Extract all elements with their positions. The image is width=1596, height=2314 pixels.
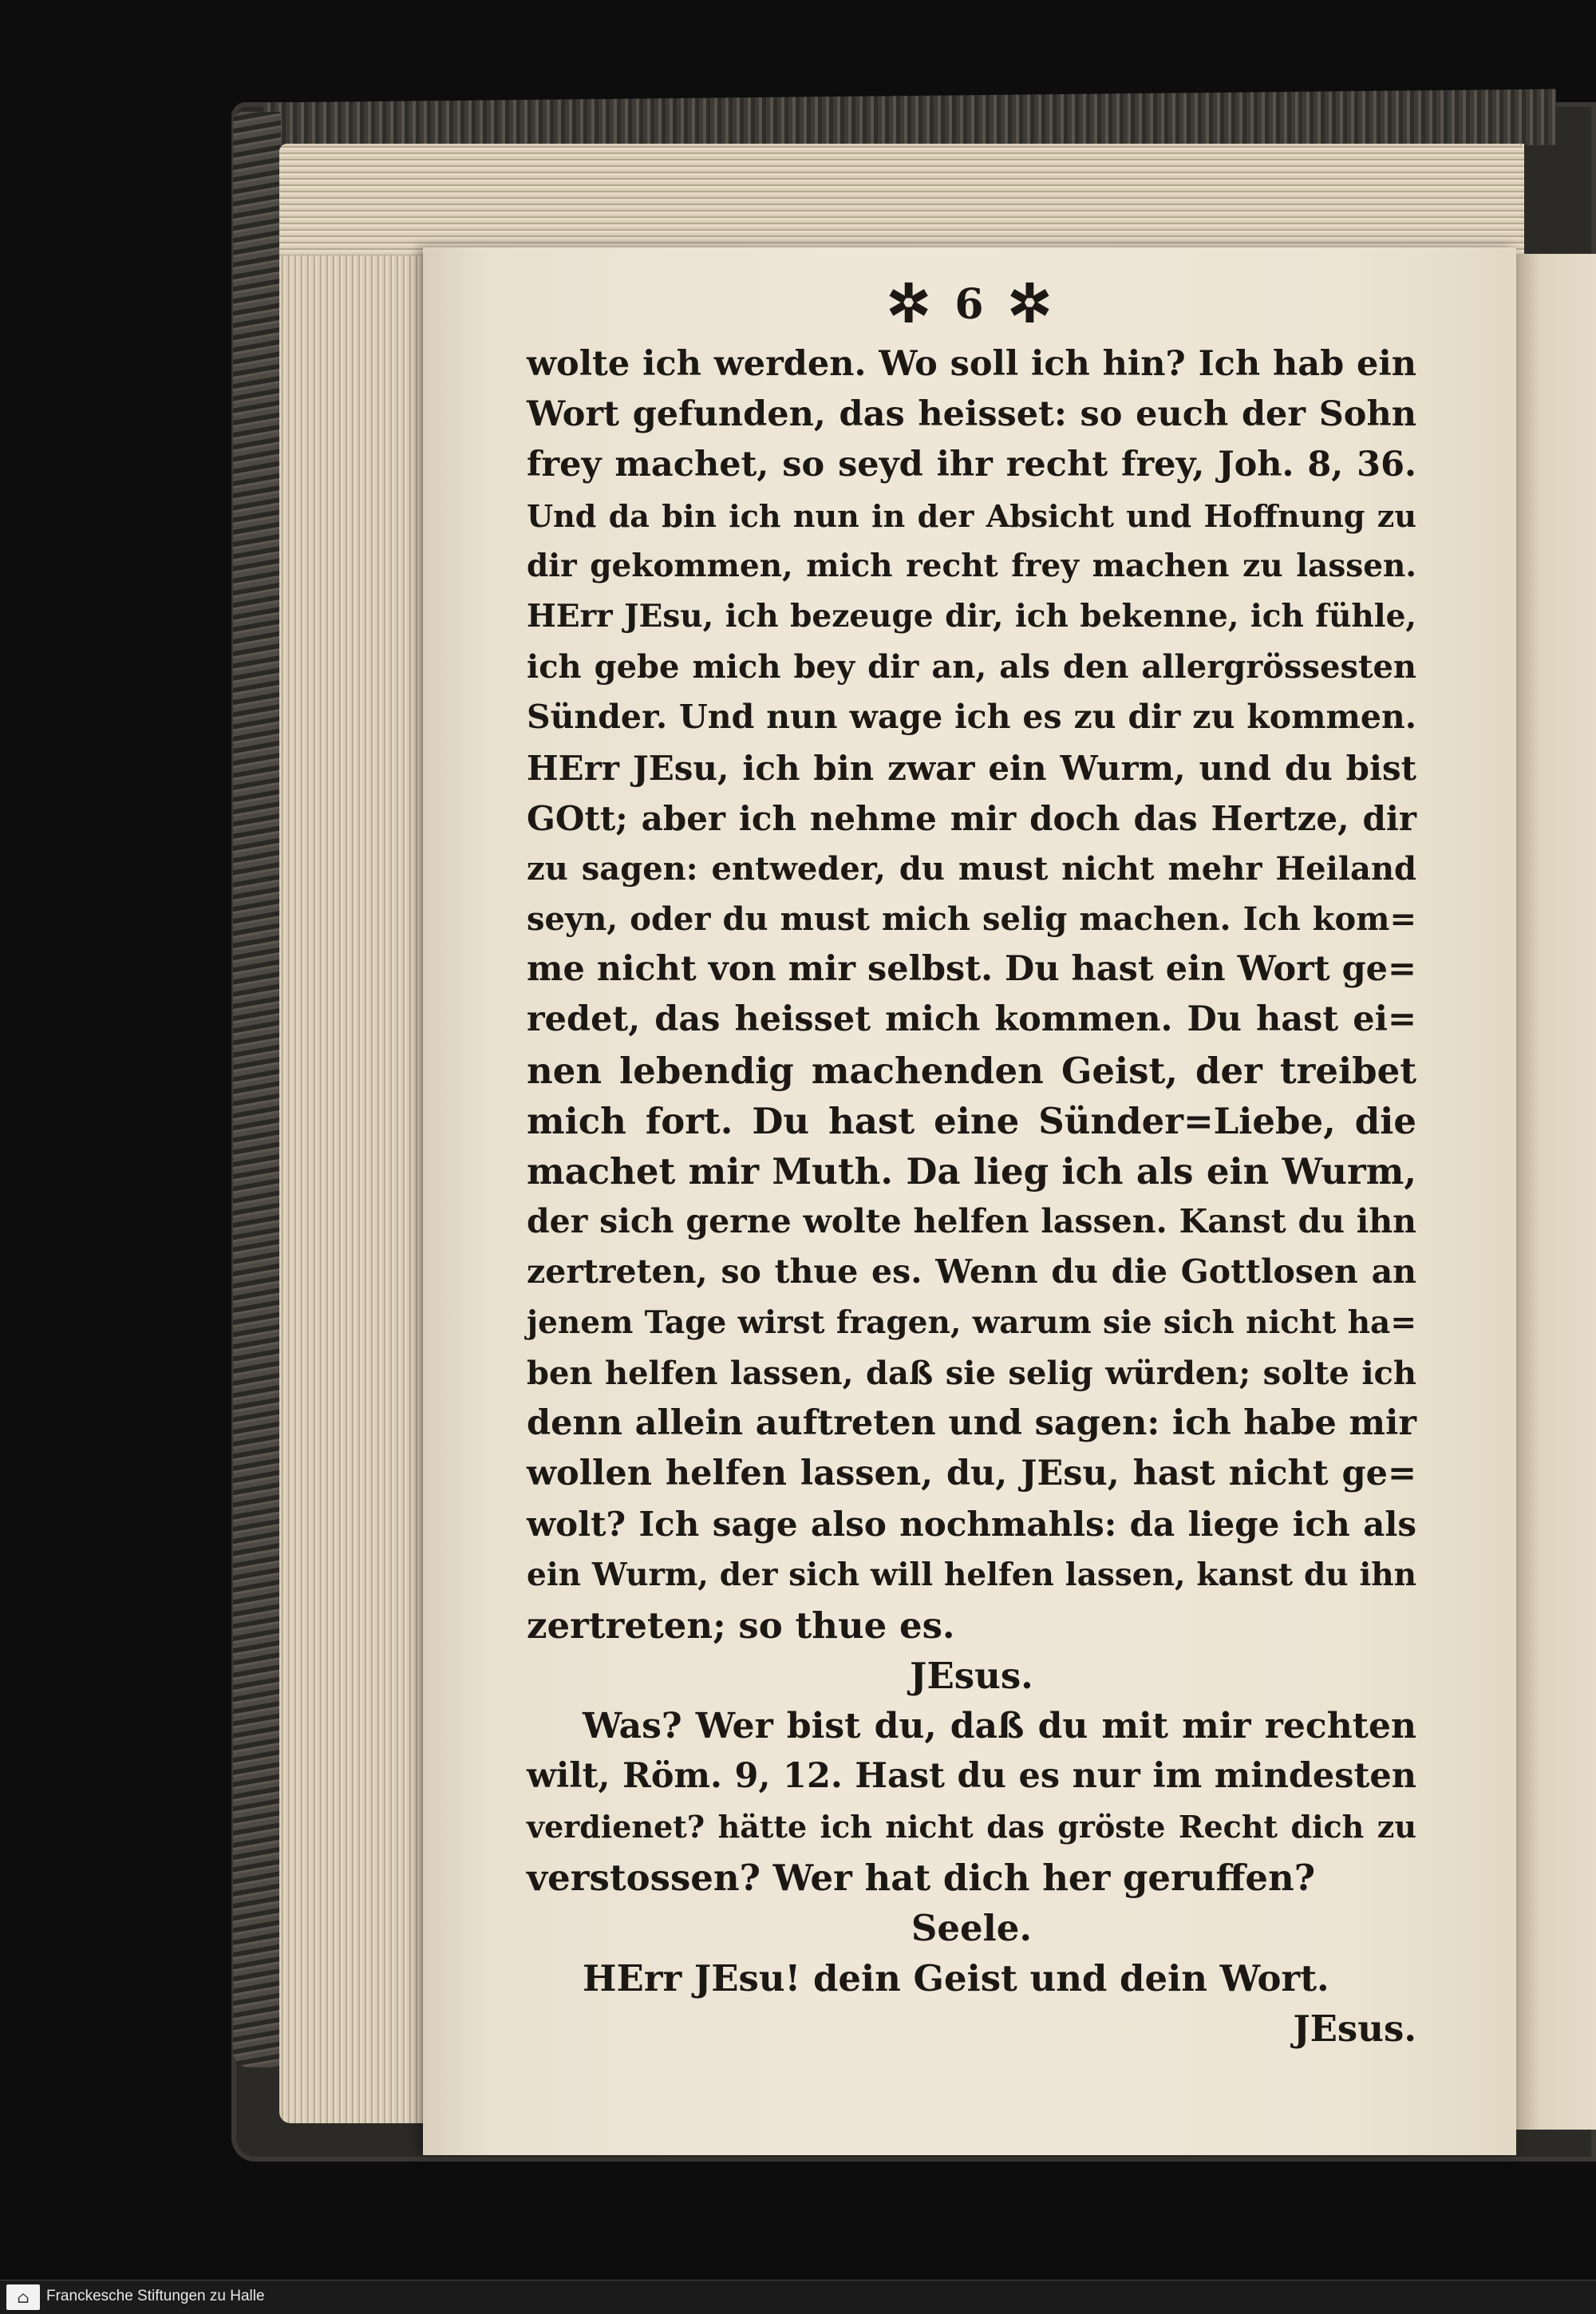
- star-ornament-icon: ✲: [886, 272, 936, 334]
- text-line: zertreten; so thue es.: [527, 1604, 955, 1647]
- page-number: 6: [954, 280, 989, 329]
- text-line: zu sagen: entweder, du must nicht mehr Heiland: [527, 849, 1416, 888]
- text-line: verdienet? hätte ich nicht das gröste Recht dich zu: [527, 1809, 1416, 1845]
- text-line: GOtt; aber ich nehme mir doch das Hertze, dir: [527, 798, 1416, 838]
- text-line: zertreten, so thue es. Wenn du die Gottlosen an: [527, 1252, 1416, 1291]
- facing-page: [1516, 254, 1596, 2130]
- text-line: machet mir Muth. Da lieg ich als ein Wurm,: [527, 1150, 1416, 1193]
- text-line: Wort gefunden, das heisset: so euch der Sohn: [527, 394, 1416, 435]
- star-ornament-icon: ✲: [1007, 272, 1057, 334]
- text-line: seyn, oder du must mich selig machen. Ich kom=: [527, 900, 1416, 939]
- text-line: der sich gerne wolte helfen lassen. Kanst du ihn: [527, 1202, 1416, 1241]
- page-header: [527, 267, 1416, 339]
- text-line: redet, das heisset mich kommen. Du hast ei=: [527, 999, 1416, 1040]
- text-line: Und da bin ich nun in der Absicht und Hoffnung zu: [527, 497, 1416, 534]
- text-line: ben helfen lassen, daß sie selig würden; solte ich: [527, 1354, 1416, 1392]
- text-line: mich fort. Du hast eine Sünder=Liebe, die: [527, 1099, 1416, 1142]
- text-line: wolt? Ich sage also nochmahls: da liege ich als: [527, 1505, 1416, 1545]
- text-line: Sünder. Und nun wage ich es zu dir zu kommen.: [527, 698, 1416, 737]
- institution-logo-icon: ⌂: [6, 2284, 40, 2310]
- text-line: ich gebe mich bey dir an, als den allergrössesten: [527, 648, 1416, 686]
- text-line: HErr JEsu, ich bin zwar ein Wurm, und du bist: [527, 748, 1416, 788]
- text-line: nen lebendig machenden Geist, der treibet: [527, 1049, 1416, 1092]
- page-text: [527, 267, 1416, 2054]
- text-line: verstossen? Wer hat dich her geruffen?: [527, 1856, 1316, 1899]
- text-line: Was? Wer bist du, daß du mit mir rechten: [583, 1706, 1416, 1747]
- page-block-top-edges: [279, 144, 1524, 255]
- text-line: jenem Tage wirst fragen, warum sie sich nicht ha=: [527, 1303, 1416, 1341]
- text-line: denn allein auftreten und sagen: ich habe mir: [527, 1402, 1416, 1443]
- catchword: JEsus.: [1293, 2007, 1416, 2051]
- text-line: me nicht von mir selbst. Du hast ein Wort ge=: [527, 949, 1417, 990]
- book-spine: [233, 112, 281, 2067]
- viewer-footer: [0, 2280, 1596, 2314]
- text-line: wollen helfen lassen, du, JEsu, hast nicht ge=: [527, 1454, 1416, 1494]
- speaker-heading-seele: Seele.: [911, 1906, 1033, 1949]
- text-line: wolte ich werden. Wo soll ich hin? Ich hab ein: [527, 344, 1416, 384]
- text-line: wilt, Röm. 9, 12. Hast du es nur im mindesten: [527, 1756, 1416, 1797]
- text-line: ein Wurm, der sich will helfen lassen, kanst du ihn: [527, 1556, 1416, 1593]
- text-line: HErr JEsu! dein Geist und dein Wort.: [583, 1957, 1329, 2000]
- speaker-heading-jesus: JEsus.: [910, 1654, 1033, 1697]
- text-line: dir gekommen, mich recht frey machen zu lassen.: [527, 547, 1416, 584]
- text-line: frey machet, so seyd ihr recht frey, Joh. 8, 36.: [527, 445, 1416, 485]
- text-line: HErr JEsu, ich bezeuge dir, ich bekenne, ich fühle,: [527, 597, 1416, 635]
- institution-name: Franckesche Stiftungen zu Halle: [46, 2288, 265, 2304]
